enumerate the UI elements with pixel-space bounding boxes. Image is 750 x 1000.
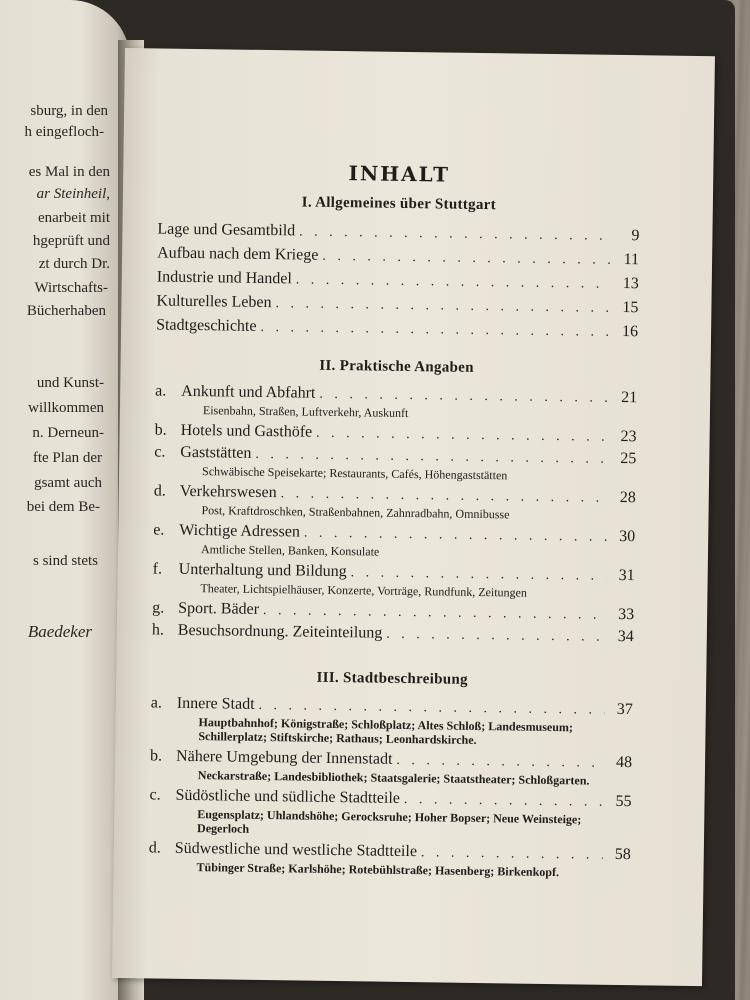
left-text-line: bei dem Be- <box>26 499 100 515</box>
toc-entry <box>154 441 636 484</box>
entry-subtopics: Post, Kraftdroschken, Straßenbahnen, Zahnradbahn, Omnibusse <box>201 503 510 522</box>
section-heading: I. Allgemeines über Stuttgart <box>301 194 497 214</box>
left-text-line: hgeprüft und <box>32 233 110 249</box>
left-text-line: fte Plan der <box>32 450 102 466</box>
entry-page: 55 <box>615 792 632 811</box>
left-text-line: es Mal in den <box>28 164 110 180</box>
toc-entry <box>152 558 634 601</box>
entry-letter: c. <box>154 443 166 461</box>
right-page <box>112 48 715 986</box>
toc-entry <box>150 745 632 788</box>
leader-dots <box>396 750 604 774</box>
entry-subtopics: Eisenbahn, Straßen, Luftverkehr, Auskunft <box>202 403 409 420</box>
entry-label: Aufbau nach dem Kriege <box>157 244 319 264</box>
leader-dots <box>260 316 610 344</box>
entry-subtopics: Schwäbische Speisekarte; Restaurants, Cafés, Höhengaststätten <box>202 464 508 483</box>
entry-letter: a. <box>150 694 163 712</box>
entry-page: 58 <box>614 845 631 864</box>
entry-label: Industrie und Handel <box>156 268 292 288</box>
left-text-line: n. Derneun- <box>32 425 104 441</box>
entry-letter: c. <box>149 786 161 804</box>
entry-label: Stadtgeschichte <box>156 316 257 335</box>
toc-section <box>156 192 640 344</box>
entry-label: Ankunft und Abfahrt <box>181 382 316 402</box>
toc-entry <box>153 519 635 562</box>
left-signature: Baedeker <box>27 622 92 641</box>
entry-page: 48 <box>615 753 633 772</box>
left-text-line: h eingefloch- <box>24 124 104 140</box>
entry-page: 21 <box>621 388 638 407</box>
entry-subtopics: Tübinger Straße; Karlshöhe; Rotebühlstraße; Hasenberg; Birkenkopf. <box>196 860 560 880</box>
left-text-line: enarbeit mit <box>37 210 110 226</box>
entry-page: 16 <box>621 322 639 341</box>
entry-letter: d. <box>148 839 161 857</box>
entry-letter: g. <box>152 599 165 617</box>
entry-subtopics: Hauptbahnhof; Königstraße; Schloßplatz; Altes Schloß; Landesmuseum; Schillerplatz; Stiftskirche; Rathaus; Leonhardskirche. <box>198 715 574 747</box>
leader-dots <box>404 789 604 813</box>
entry-letter: f. <box>152 560 163 578</box>
toc-entry <box>153 480 635 523</box>
toc-section <box>148 667 633 880</box>
leader-dots <box>386 624 606 648</box>
entry-label: Lage und Gesamtbild <box>157 220 296 240</box>
entry-page: 13 <box>622 274 639 293</box>
toc-title: INHALT <box>348 161 451 187</box>
toc-entry <box>149 784 632 841</box>
toc-entry <box>148 837 630 880</box>
left-text-line: ar Steinheil, <box>36 186 110 202</box>
entry-label: Sport. Bäder <box>178 599 260 618</box>
entry-letter: h. <box>151 621 164 639</box>
entry-subtopics: Eugensplatz; Uhlandshöhe; Gerocksruhe; Hoher Bopser; Neue Weinsteige; Degerloch <box>197 807 582 836</box>
entry-page: 28 <box>619 488 636 507</box>
left-text-line: gsamt auch <box>34 475 102 491</box>
entry-page: 25 <box>620 449 637 468</box>
entry-page: 37 <box>616 700 633 719</box>
entry-letter: a. <box>155 382 167 400</box>
entry-page: 33 <box>618 605 635 624</box>
entry-page: 9 <box>631 227 640 245</box>
entry-subtopics: Amtliche Stellen, Banken, Konsulate <box>200 542 380 559</box>
entry-label: Wichtige Adressen <box>179 521 301 541</box>
entry-page: 30 <box>619 527 636 546</box>
entry-page: 15 <box>622 298 639 317</box>
entry-letter: b. <box>154 421 167 439</box>
section-heading: II. Praktische Angaben <box>319 357 474 376</box>
left-text-line: zt durch Dr. <box>38 256 110 272</box>
left-text-line: s sind stets <box>32 553 98 569</box>
leader-dots <box>421 842 603 866</box>
entry-page: 23 <box>620 427 637 446</box>
entry-subtopics: Theater, Lichtspielhäuser, Konzerte, Vorträge, Rundfunk, Zeitungen <box>200 581 528 600</box>
left-text-line: sburg, in den <box>30 103 108 119</box>
entry-label: Südwestliche und westliche Stadtteile <box>174 839 418 861</box>
entry-page: 34 <box>617 627 634 646</box>
toc-entry <box>150 692 633 749</box>
entry-label: Unterhaltung und Bildung <box>178 560 347 581</box>
left-text-line: und Kunst- <box>36 375 104 391</box>
entry-letter: b. <box>149 747 163 765</box>
toc-entry <box>155 380 637 423</box>
entry-label: Gaststätten <box>180 443 252 462</box>
entry-page: 31 <box>618 566 635 585</box>
entry-letter: d. <box>153 482 166 500</box>
table-of-contents <box>148 158 640 883</box>
left-text-line: Wirtschafts- <box>34 280 108 296</box>
entry-label: Innere Stadt <box>176 694 255 713</box>
entry-label: Südöstliche und südliche Stadtteile <box>175 786 401 807</box>
entry-label: Kulturelles Leben <box>156 292 272 312</box>
left-text-line: Bücherhaben <box>26 303 106 319</box>
entry-label: Hotels und Gasthöfe <box>180 421 313 441</box>
left-text-line: willkommen <box>28 400 104 416</box>
left-page <box>0 0 130 1000</box>
entry-label: Nähere Umgebung der Innenstadt <box>175 747 393 768</box>
entry-label: Verkehrswesen <box>179 482 277 502</box>
section-heading: III. Stadtbeschreibung <box>316 669 469 688</box>
entry-page: 11 <box>623 250 640 269</box>
entry-subtopics: Neckarstraße; Landesbibliothek; Staatsgalerie; Staatstheater; Schloßgarten. <box>197 768 590 788</box>
entry-letter: e. <box>153 521 165 539</box>
toc-section <box>152 355 638 648</box>
entry-label: Besuchsordnung. Zeiteinteilung <box>177 621 383 642</box>
